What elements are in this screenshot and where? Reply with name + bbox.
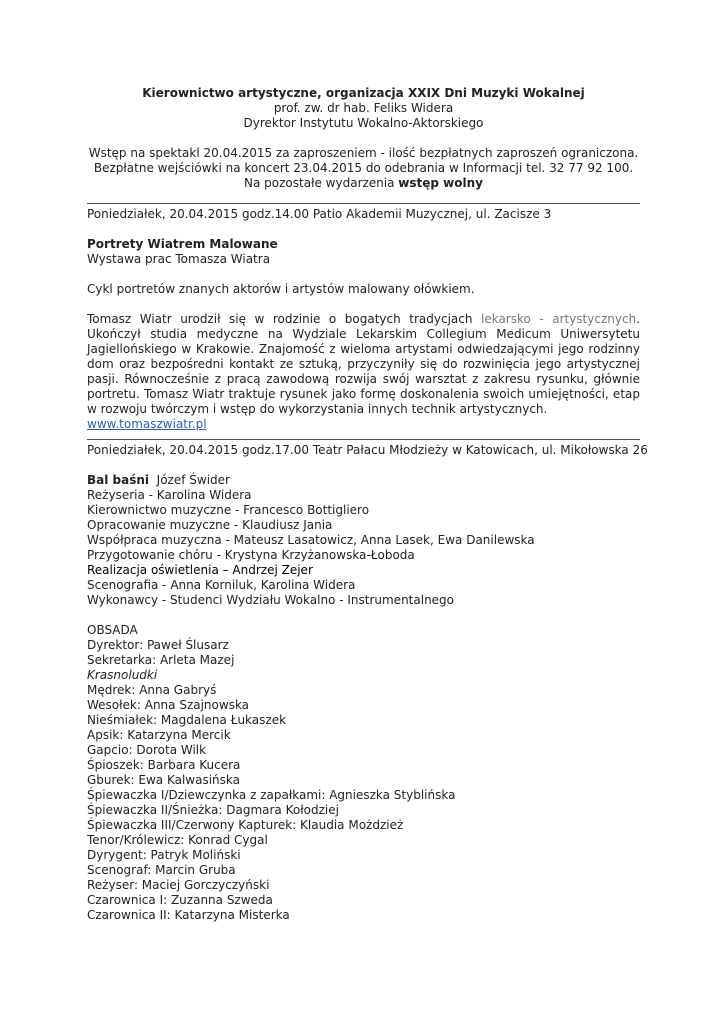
cast-item: Tenor/Królewicz: Konrad Cygal xyxy=(87,833,268,847)
cast-item: Śpioszek: Barbara Kucera xyxy=(87,758,241,772)
credit-item: Realizacja oświetlenia – Andrzej Zejer xyxy=(87,563,313,577)
cast-item: Nieśmiałek: Magdalena Łukaszek xyxy=(87,713,287,727)
cast-item: Dyrektor: Paweł Ślusarz xyxy=(87,638,229,652)
entry-info-3-text: Na pozostałe wydarzenia xyxy=(244,176,399,190)
director-name: prof. zw. dr hab. Feliks Widera xyxy=(273,101,454,115)
bio-highlight: lekarsko - artystycznych xyxy=(480,312,637,326)
cast-item: Śpiewaczka II/Śnieżka: Dagmara Kołodziej xyxy=(87,803,339,817)
credit-item: Opracowanie muzyczne - Klaudiusz Jania xyxy=(87,518,333,532)
cast-heading: OBSADA xyxy=(87,623,138,637)
cast-item: Scenograf: Marcin Gruba xyxy=(87,863,236,877)
header-block xyxy=(87,86,640,191)
credit-item: Scenografia - Anna Korniluk, Karolina Widera xyxy=(87,578,356,592)
event-performance xyxy=(87,443,648,923)
cast-item: Czarownica II: Katarzyna Misterka xyxy=(87,908,290,922)
cast-item: Dyrygent: Patryk Moliński xyxy=(87,848,241,862)
cast-item: Apsik: Katarzyna Mercik xyxy=(87,728,231,742)
event-date-line: Poniedziałek, 20.04.2015 godz.14.00 Patio Akademii Muzycznej, ul. Zacisze 3 xyxy=(87,207,552,221)
event-title: Portrety Wiatrem Malowane xyxy=(87,237,278,251)
credit-item: Przygotowanie chóru - Krystyna Krzyżanowska-Łoboda xyxy=(87,548,415,562)
artist-website-link[interactable]: www.tomaszwiatr.pl xyxy=(87,417,207,431)
entry-info-2: Bezpłatne wejściówki na koncert 23.04.2015 do odebrania w Informacji tel. 32 77 92 100. xyxy=(93,161,634,175)
artist-bio xyxy=(87,312,640,417)
cast-item: Gapcio: Dorota Wilk xyxy=(87,743,207,757)
cast-item: Śpiewaczka III/Czerwony Kapturek: Klaudia Możdzież xyxy=(87,818,404,832)
cast-list xyxy=(87,623,640,923)
bio-text-1: Tomasz Wiatr urodził się w rodzinie o bogatych tradycjach xyxy=(87,312,481,326)
event-subtitle: Wystawa prac Tomasza Wiatra xyxy=(87,252,271,266)
director-role: Dyrektor Instytutu Wokalno-Aktorskiego xyxy=(243,116,484,130)
festival-title: Kierownictwo artystyczne, organizacja XXIX Dni Muzyki Wokalnej xyxy=(142,86,585,100)
credit-item: Kierownictwo muzyczne - Francesco Bottigliero xyxy=(87,503,370,517)
cast-item: Mędrek: Anna Gabryś xyxy=(87,683,217,697)
cast-item: Wesołek: Anna Szajnowska xyxy=(87,698,250,712)
entry-info-3 xyxy=(87,176,640,191)
cast-item: Śpiewaczka I/Dziewczynka z zapałkami: Agnieszka Styblińska xyxy=(87,788,456,802)
cast-item: Czarownica I: Zuzanna Szweda xyxy=(87,893,273,907)
performance-author: Józef Świder xyxy=(156,473,230,487)
cast-item: Reżyser: Maciej Gorczyczyński xyxy=(87,878,270,892)
credit-item: Reżyseria - Karolina Widera xyxy=(87,488,252,502)
credit-item: Współpraca muzyczna - Mateusz Lasatowicz, Anna Lasek, Ewa Danilewska xyxy=(87,533,535,547)
event-description: Cykl portretów znanych aktorów i artystów malowany ołówkiem. xyxy=(87,282,475,296)
performance-heading xyxy=(87,473,640,488)
document-page xyxy=(87,86,648,923)
cast-item: Sekretarka: Arleta Mazej xyxy=(87,653,235,667)
cast-group-label: Krasnoludki xyxy=(87,668,158,682)
performance-title: Bal baśni xyxy=(87,473,150,487)
event-date-line: Poniedziałek, 20.04.2015 godz.17.00 Teatr Pałacu Młodzieży w Katowicach, ul. Mikołowska 26 xyxy=(87,443,648,457)
entry-info-1: Wstęp na spektakl 20.04.2015 za zaproszeniem - ilość bezpłatnych zaproszeń ograniczona. xyxy=(88,146,639,160)
credits-list xyxy=(87,488,640,608)
event-exhibition xyxy=(87,207,640,432)
free-entry-label: wstęp wolny xyxy=(398,176,483,190)
cast-item: Gburek: Ewa Kalwasińska xyxy=(87,773,240,787)
bio-text-2: . Ukończył studia medyczne na Wydziale Lekarskim Collegium Medicum Uniwersytetu Jagiellońskiego w Krakowie. Znajomość z wieloma artystami odwiedzającymi jego rodzinny dom oraz bezpośredni kontakt ze sztuką, przyczyniły się do rozwinięcia jego artystycznej pasji. Równocześnie z pracą zawodową rozwija swój warsztat z zakresu rysunku, głównie portretu. Tomasz Wiatr traktuje rysunek jako formę doskonalenia swoich umiejętności, etap w rozwoju twórczym i wstęp do wykorzystania innych technik artystycznych. xyxy=(87,312,641,416)
credit-item: Wykonawcy - Studenci Wydziału Wokalno - Instrumentalnego xyxy=(87,593,455,607)
